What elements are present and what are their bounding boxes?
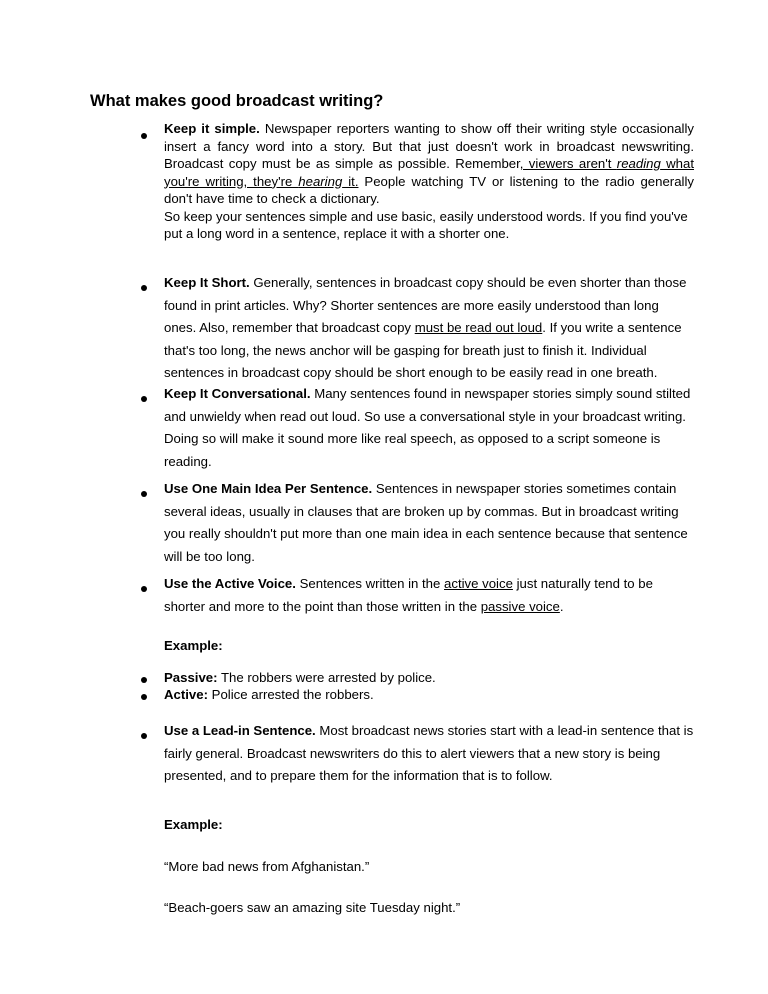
bullet-text: or listening to the radio generally don't have time to check a dictionary. <box>164 173 694 206</box>
example-label: Example: <box>164 638 223 653</box>
bullet-keep-it-simple <box>164 120 694 243</box>
bullet-text: Sentences in newspaper stories sometimes contain several ideas, usually in clauses that are broken up by commas. But in broadcast writing you really shouldn't put more than one main idea in each sentence because that sentence will be too long. <box>164 481 688 564</box>
bullet-dot <box>141 677 147 683</box>
bullet-text: . <box>559 598 564 614</box>
bullet-heading: Active: <box>164 687 208 702</box>
bullet-one-main-idea <box>164 478 694 568</box>
bullet-text: just naturally tend to be shorter and more to the point than those written in the <box>164 576 653 614</box>
bullet-keep-it-conversational <box>164 383 694 473</box>
bullet-text: Many sentences found in newspaper stories simply sound stilted and unwieldy when read out loud. So use a conversational style in your broadcast writing. Doing so will make it sound more like real speech, as opposed to a script someone is reading. <box>164 386 691 469</box>
example-active <box>164 686 694 703</box>
bullet-heading: Use the Active Voice. <box>164 576 296 591</box>
underlined-phrase: active voice <box>444 576 513 591</box>
bullet-dot <box>141 586 147 592</box>
bullet-dot <box>141 733 147 739</box>
bullet-keep-it-short <box>164 272 694 385</box>
bullet-text: Generally, sentences in broadcast copy should be even shorter than those found in print articles. Why? Shorter sentences are more easily understood than long ones. Also, remember that broadcast copy <box>164 275 687 335</box>
page-title: What makes good broadcast writing? <box>90 92 384 110</box>
bullet-text: The robbers were arrested by police. <box>217 670 436 685</box>
bullet-text: Newspaper reporters wanting to show off their writing style occasionally insert a fancy word into a story. But that just doesn't work in broadcast newswriting. Broadcast copy must be as simple as possible. Remember <box>164 121 694 171</box>
bullet-dot <box>141 694 147 700</box>
underlined-phrase: , viewers aren't reading what you're writing, they're hearing it. <box>164 156 695 189</box>
bullet-text: Police arrested the robbers. <box>207 687 374 702</box>
bullet-text: People <box>358 173 412 189</box>
underlined-phrase: must be read out loud <box>414 320 543 335</box>
example-quote: “Beach-goers saw an amazing site Tuesday night.” <box>164 900 461 915</box>
bullet-heading: Passive: <box>164 670 218 685</box>
bullet-heading: Keep it simple. <box>164 121 260 136</box>
bullet-text: Most broadcast news stories start with a lead-in sentence that is fairly general. Broadcast newswriters do this to alert viewers that a new story is being presented, and to prepare them for the information that is to follow. <box>164 723 694 783</box>
bullet-dot <box>141 285 147 291</box>
bullet-heading: Keep It Short. <box>164 275 250 290</box>
bullet-paragraph <box>164 120 694 208</box>
example-label: Example: <box>164 817 223 832</box>
bullet-text: Sentences written in the <box>295 576 445 591</box>
bullet-text: . If you write a sentence that's too long, the news anchor will be gasping for breath just to finish it. Individual sentences in broadcast copy should be short enough to be easily read in one breath. <box>164 320 682 380</box>
bullet-dot <box>141 396 147 402</box>
bullet-heading: Keep It Conversational. <box>164 386 311 401</box>
bullet-lead-in-sentence <box>164 720 694 788</box>
bullet-dot <box>141 491 147 497</box>
bullet-active-voice <box>164 573 694 618</box>
bullet-heading: Use a Lead-in Sentence. <box>164 723 316 738</box>
bullet-dot <box>141 133 147 139</box>
bullet-heading: Use One Main Idea Per Sentence. <box>164 481 373 496</box>
example-quote: “More bad news from Afghanistan.” <box>164 859 370 874</box>
underlined-phrase: passive voice <box>480 598 560 614</box>
example-passive <box>164 669 694 686</box>
bullet-text: watching TV <box>411 173 487 189</box>
bullet-paragraph: So keep your sentences simple and use basic, easily understood words. If you find you've put a long word in a sentence, replace it with a shorter one. <box>164 208 688 241</box>
